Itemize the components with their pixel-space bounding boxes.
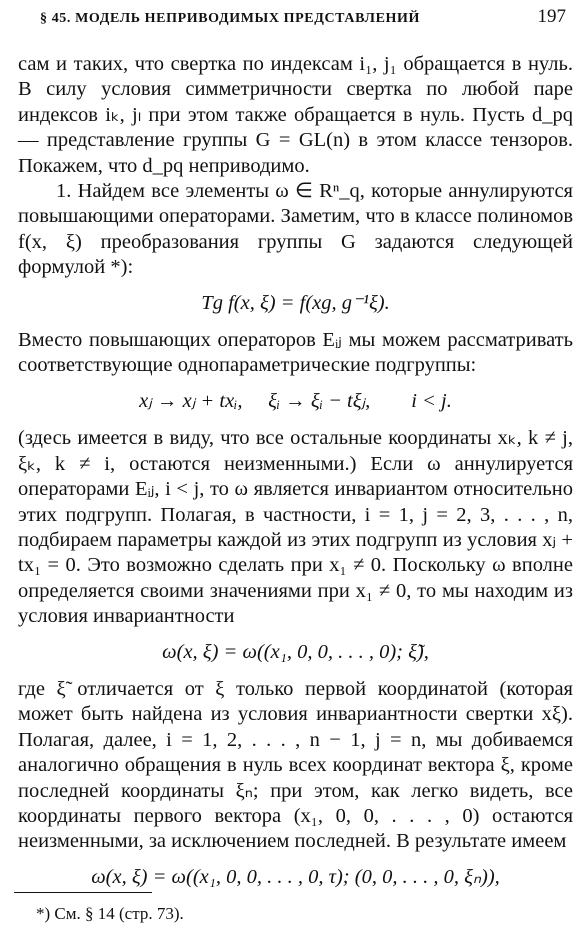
main-text [18,52,573,902]
display-formula: Tg f(x, ξ) = f(xg, g⁻¹ξ). [201,291,390,314]
paragraph: где ξ̃ отличается от ξ только первой координатой (которая может быть найдена из условия инвариантности свертки xξ). Полагая, далее, i = 1, 2, . . . , n − 1, j = n, мы добиваемся аналогично обращения в нуль всех координат вектора ξ, кроме последней координаты ξₙ; при этом, как легко видеть, все координаты первого вектора (x₁, 0, 0, . . . , 0) остаются неизменными, за исключением последней. В результате имеем [18,677,573,853]
display-formula: ω(x, ξ) = ω((x₁, 0, 0, . . . , 0, τ); (0, 0, . . . , 0, ξₙ)), [91,865,500,888]
footnote: *) См. § 14 (стр. 73). [36,904,184,923]
display-formula: ω(x, ξ) = ω((x₁, 0, 0, . . . , 0); ξ̃), [162,640,429,663]
paragraph: Вместо повышающих операторов Eᵢⱼ мы можем рассматривать соответствующие однопараметрические подгруппы: [18,329,573,377]
running-title: § 45. МОДЕЛЬ НЕПРИВОДИМЫХ ПРЕДСТАВЛЕНИЙ [40,11,420,26]
display-formula: xⱼ → xⱼ + txᵢ, ξᵢ → ξᵢ − tξⱼ, i < j. [139,389,452,412]
paragraph: сам и таких, что свертка по индексам i₁, j₁ обращается в нуль. В силу условия симметричности свертка по любой паре индексов iₖ, jₗ при этом также обращается в нуль. Пусть d_pq — представление группы G = GL(n) в этом классе тензоров. Покажем, что d_pq неприводимо. [18,53,573,177]
paragraph: (здесь имеется в виду, что все остальные координаты xₖ, k ≠ j, ξₖ, k ≠ i, остаются неизменными.) Если ω аннулируется операторами Eᵢⱼ, i < j, то ω является инвариантом относительно этих подгрупп. Полагая, в частности, i = 1, j = 2, 3, . . . , n, подбираем параметры каждой из этих подгрупп из условия xⱼ + tx₁ = 0. Это возможно сделать при x₁ ≠ 0. Поскольку ω вполне определяется своими значениями при x₁ ≠ 0, то мы находим из условия инвариантности [18,427,573,628]
paragraph: 1. Найдем все элементы ω ∈ Rⁿ_q, которые аннулируются повышающими операторами. Заметим, что в классе полиномов f(x, ξ) преобразования группы G задаются следующей формулой *): [18,180,573,279]
page-header [40,6,566,32]
page-number: 197 [537,6,566,27]
footnote-divider [14,892,152,893]
